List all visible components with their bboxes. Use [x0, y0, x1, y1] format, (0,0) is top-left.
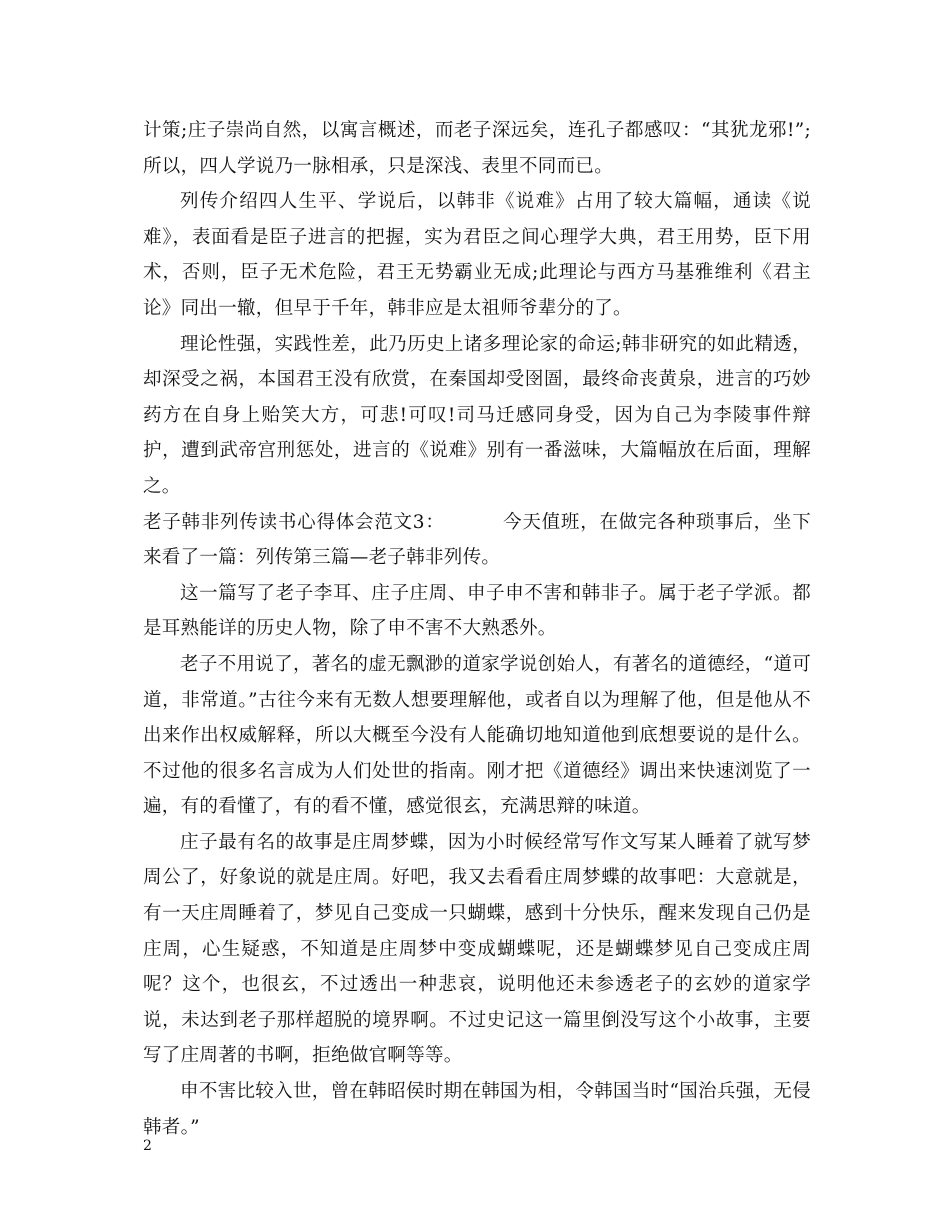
essay-title: 老子韩非列传读书心得体会范文3： — [143, 511, 445, 533]
page-number: 2 — [143, 1138, 152, 1154]
paragraph-theory: 理论性强，实践性差，此乃历史上诸多理论家的命运;韩非研究的如此精透，却深受之祸，本国君王没有欣赏，在秦国却受囹圄，最终命丧黄泉，进言的巧妙药方在自身上贻笑大方，可悲!可叹!司马迁感同身受，因为自己为李陵事件辩护，遭到武帝宫刑惩处，进言的《说难》别有一番滋味，大篇幅放在后面，理解之。 — [143, 333, 811, 497]
essay-heading — [143, 505, 811, 576]
essay-intro: 今天值班，在做完各种琐事后，坐下来看了一篇：列传第三篇—老子韩非列传。 — [143, 511, 811, 569]
paragraph-continuation: 计策;庄子崇尚自然，以寓言概述，而老子深远矣，连孔子都感叹：“其犹龙邪!”;所以，四人学说乃一脉相承，只是深浅、表里不同而已。 — [143, 120, 811, 177]
document-body — [143, 113, 811, 1145]
paragraph-laozi: 老子不用说了，著名的虚无飘渺的道家学说创始人，有著名的道德经，“道可道，非常道。”古往今来有无数人想要理解他，或者自以为理解了他，但是他从不出来作出权威解释，所以大概至今没有人能确切地知道他到底想要说的是什么。不过他的很多名言成为人们处世的指南。刚才把《道德经》调出来快速浏览了一遍，有的看懂了，有的看不懂，感觉很玄，充满思辩的味道。 — [143, 653, 811, 818]
paragraph-shenbuhai: 申不害比较入世，曾在韩昭侯时期在韩国为相，令韩国当时“国治兵强，无侵韩者。” — [143, 1081, 811, 1138]
paragraph-shuonan: 列传介绍四人生平、学说后，以韩非《说难》占用了较大篇幅，通读《说难》，表面看是臣子进言的把握，实为君臣之间心理学大典，君王用势，臣下用术，否则，臣子无术危险，君王无势霸业无成;此理论与西方马基雅维利《君主论》同出一辙，但早于千年，韩非应是太祖师爷辈分的了。 — [143, 191, 811, 319]
paragraph-zhuangzi: 庄子最有名的故事是庄周梦蝶，因为小时候经常写作文写某人睡着了就写梦周公了，好象说的就是庄周。好吧，我又去看看庄周梦蝶的故事吧：大意就是，有一天庄周睡着了，梦见自己变成一只蝴蝶，感到十分快乐，醒来发现自己仍是庄周，心生疑惑，不知道是庄周梦中变成蝴蝶呢，还是蝴蝶梦见自己变成庄周呢？这个，也很玄，不过透出一种悲哀，说明他还未参透老子的玄妙的道家学说，未达到老子那样超脱的境界啊。不过史记这一篇里倒没写这个小故事，主要写了庄周著的书啊，拒绝做官啊等等。 — [143, 831, 811, 1067]
paragraph-figures: 这一篇写了老子李耳、庄子庄周、申子申不害和韩非子。属于老子学派。都是耳熟能详的历史人物，除了申不害不大熟悉外。 — [143, 582, 811, 640]
